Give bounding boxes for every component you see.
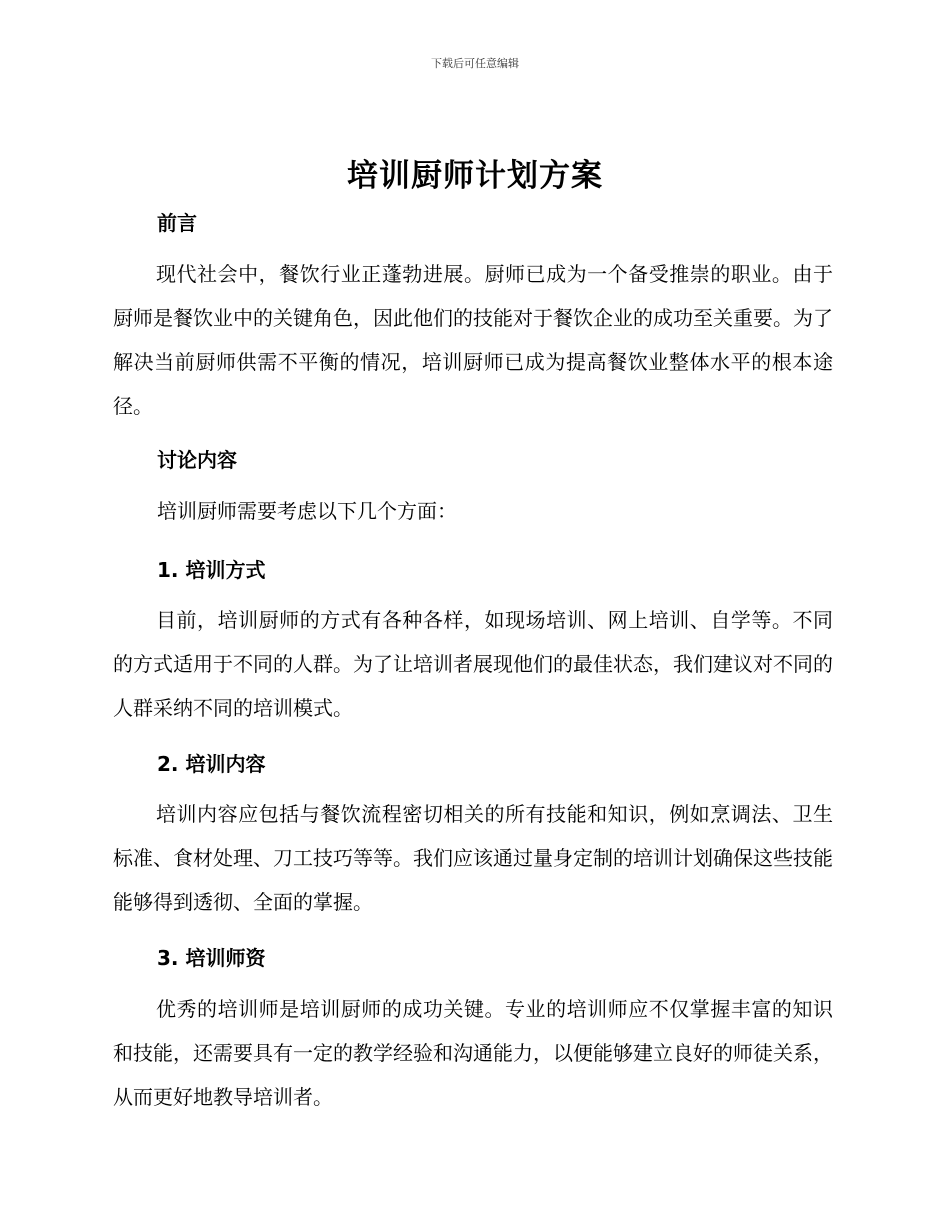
page-header: 下载后可任意编辑 — [431, 57, 519, 70]
section-paragraph-training-content: 培训内容应包括与餐饮流程密切相关的所有技能和知识，例如烹调法、卫生标准、食材处理、刀工技巧等等。我们应该通过量身定制的培训计划确保这些技能能够得到透彻、全面的掌握。 — [113, 802, 833, 914]
document-title: 培训厨师计划方案 — [347, 158, 603, 194]
section-paragraph-trainers: 优秀的培训师是培训厨师的成功关键。专业的培训师应不仅掌握丰富的知识和技能，还需要具有一定的教学经验和沟通能力，以便能够建立良好的师徒关系，从而更好地教导培训者。 — [113, 997, 833, 1109]
section-heading-training-method: 1. 培训方式 — [157, 558, 266, 582]
section-paragraph-discussion: 培训厨师需要考虑以下几个方面： — [157, 499, 457, 523]
section-paragraph-preface: 现代社会中，餐饮行业正蓬勃进展。厨师已成为一个备受推崇的职业。由于厨师是餐饮业中的关键角色，因此他们的技能对于餐饮企业的成功至关重要。为了解决当前厨师供需不平衡的情况，培训厨师已成为提高餐饮业整体水平的根本途径。 — [113, 262, 833, 418]
section-heading-training-content: 2. 培训内容 — [157, 752, 266, 776]
section-heading-discussion: 讨论内容 — [157, 448, 237, 472]
section-heading-trainers: 3. 培训师资 — [157, 946, 266, 970]
section-heading-preface: 前言 — [157, 211, 197, 235]
section-paragraph-training-method: 目前，培训厨师的方式有各种各样，如现场培训、网上培训、自学等。不同的方式适用于不同的人群。为了让培训者展现他们的最佳状态，我们建议对不同的人群采纳不同的培训模式。 — [113, 608, 833, 720]
